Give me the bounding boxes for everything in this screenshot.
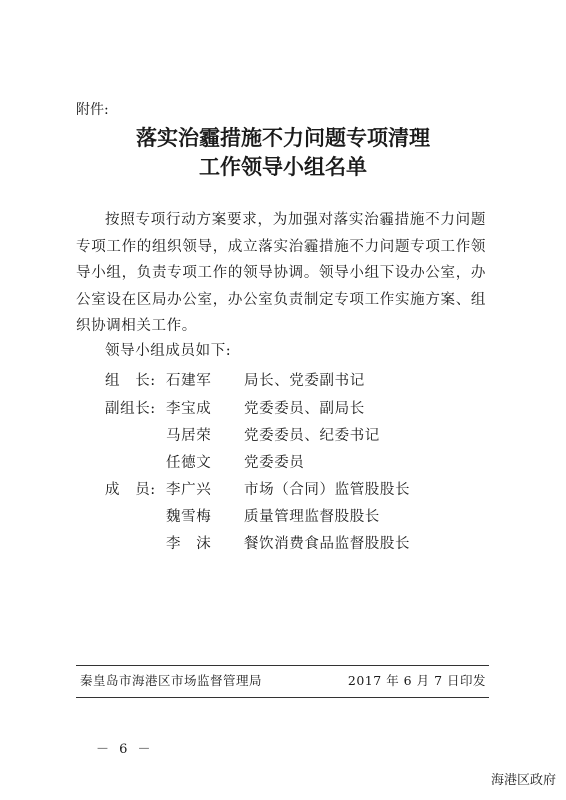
attachment-label: 附件: <box>76 102 109 118</box>
page-number: － 6 － <box>96 742 154 757</box>
member-row <box>0 369 566 393</box>
member-position: 党委委员、纪委书记 <box>244 428 380 444</box>
member-name: 任德文 <box>166 455 212 471</box>
document-title-line-2: 工作领导小组名单 <box>199 154 367 179</box>
member-row <box>0 478 566 502</box>
member-position: 党委委员 <box>244 455 305 471</box>
member-name: 李广兴 <box>166 482 212 498</box>
member-row <box>0 532 566 556</box>
member-name: 石建军 <box>166 373 212 389</box>
member-position: 局长、党委副书记 <box>244 373 365 389</box>
body-paragraph: 按照专项行动方案要求，为加强对落实治霾措施不力问题专项工作的组织领导，成立落实治霾措施不力问题专项工作领导小组，负责专项工作的领导协调。领导小组下设办公室，办公室设在区局办公室，办公室负责制定专项工作实施方案、组织协调相关工作。 <box>76 212 486 334</box>
member-name: 李宝成 <box>166 401 212 417</box>
member-position: 质量管理监督股股长 <box>244 509 380 525</box>
member-row <box>0 505 566 529</box>
member-position: 市场（合同）监管股股长 <box>244 482 411 498</box>
footer-issuer: 秦皇岛市海港区市场监督管理局 <box>80 673 263 688</box>
member-row <box>0 451 566 475</box>
watermark-text: 海港区政府 <box>490 773 556 788</box>
member-role: 副组长: <box>105 401 156 417</box>
footer-top-rule <box>76 665 489 666</box>
member-role: 组 长: <box>105 373 156 389</box>
members-intro: 领导小组成员如下: <box>105 343 232 359</box>
member-name: 马居荣 <box>166 428 212 444</box>
member-row <box>0 397 566 421</box>
document-title-line-1: 落实治霾措施不力问题专项清理 <box>136 125 430 150</box>
footer-date: 2017 年 6 月 7 日印发 <box>347 673 486 688</box>
member-position: 党委委员、副局长 <box>244 401 365 417</box>
member-role: 成 员: <box>105 482 156 498</box>
member-row <box>0 424 566 448</box>
member-name: 魏雪梅 <box>166 509 212 525</box>
footer-bottom-rule <box>76 697 489 698</box>
member-name: 李 沫 <box>166 536 212 552</box>
member-position: 餐饮消费食品监督股股长 <box>244 536 411 552</box>
